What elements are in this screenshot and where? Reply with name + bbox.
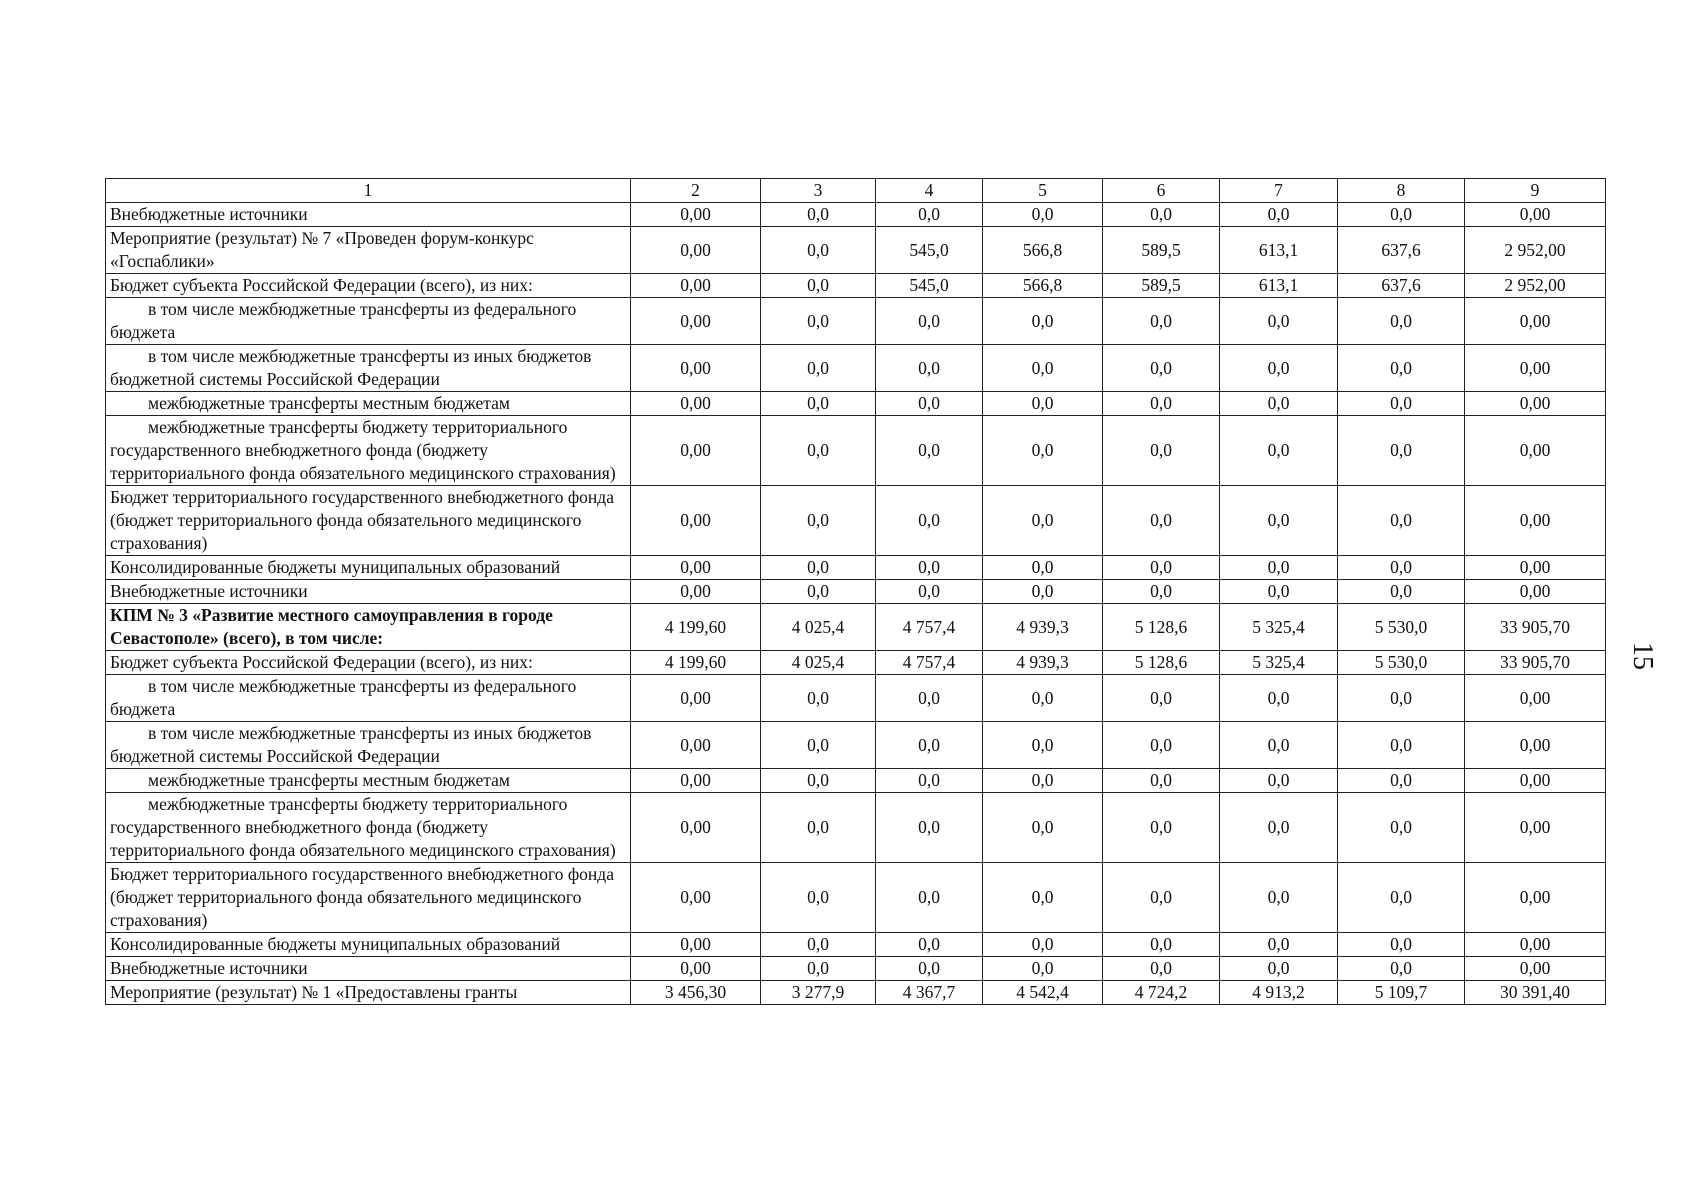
value-cell: 0,0	[876, 345, 983, 392]
value-cell: 0,0	[1103, 580, 1220, 604]
table-row	[106, 957, 1606, 981]
value-cell: 0,00	[631, 580, 761, 604]
row-label: Мероприятие (результат) № 1 «Предоставлены гранты	[106, 981, 631, 1005]
page-number: 15	[1627, 642, 1658, 670]
value-cell: 0,0	[983, 556, 1103, 580]
value-cell: 0,0	[1338, 203, 1465, 227]
value-cell: 545,0	[876, 274, 983, 298]
row-label: Бюджет территориального государственного внебюджетного фонда (бюджет территориального фонда обязательного медицинского страхования)	[106, 863, 631, 933]
value-cell: 0,0	[983, 769, 1103, 793]
table-row	[106, 227, 1606, 274]
value-cell: 5 325,4	[1220, 651, 1338, 675]
value-cell: 0,00	[1465, 203, 1606, 227]
value-cell: 0,0	[1338, 863, 1465, 933]
value-cell: 4 757,4	[876, 651, 983, 675]
value-cell: 0,0	[983, 203, 1103, 227]
value-cell: 0,0	[1220, 722, 1338, 769]
value-cell: 4 025,4	[761, 651, 876, 675]
row-label: в том числе межбюджетные трансферты из иных бюджетов бюджетной системы Российской Федерации	[106, 722, 631, 769]
table-row	[106, 675, 1606, 722]
value-cell: 0,00	[1465, 933, 1606, 957]
value-cell: 0,0	[983, 580, 1103, 604]
value-cell: 0,0	[1338, 392, 1465, 416]
value-cell: 0,0	[876, 793, 983, 863]
value-cell: 4 939,3	[983, 604, 1103, 651]
value-cell: 0,0	[1220, 556, 1338, 580]
value-cell: 0,0	[1103, 203, 1220, 227]
value-cell: 0,0	[761, 793, 876, 863]
column-header-3: 3	[761, 179, 876, 203]
row-label: в том числе межбюджетные трансферты из федерального бюджета	[106, 675, 631, 722]
table-row	[106, 722, 1606, 769]
value-cell: 5 325,4	[1220, 604, 1338, 651]
value-cell: 0,0	[876, 392, 983, 416]
value-cell: 0,0	[761, 957, 876, 981]
value-cell: 0,0	[1338, 769, 1465, 793]
value-cell: 0,00	[631, 863, 761, 933]
table-row	[106, 580, 1606, 604]
value-cell: 0,0	[1338, 580, 1465, 604]
row-label: Бюджет территориального государственного внебюджетного фонда (бюджет территориального фонда обязательного медицинского страхования)	[106, 486, 631, 556]
table-row	[106, 793, 1606, 863]
value-cell: 0,0	[876, 486, 983, 556]
value-cell: 0,00	[631, 227, 761, 274]
table-row	[106, 345, 1606, 392]
value-cell: 2 952,00	[1465, 227, 1606, 274]
value-cell: 0,00	[631, 675, 761, 722]
value-cell: 0,0	[983, 392, 1103, 416]
value-cell: 0,0	[761, 933, 876, 957]
value-cell: 5 109,7	[1338, 981, 1465, 1005]
column-header-7: 7	[1220, 179, 1338, 203]
value-cell: 5 530,0	[1338, 651, 1465, 675]
value-cell: 0,0	[1103, 416, 1220, 486]
value-cell: 4 199,60	[631, 604, 761, 651]
value-cell: 0,00	[631, 556, 761, 580]
value-cell: 0,0	[1220, 769, 1338, 793]
value-cell: 0,00	[631, 274, 761, 298]
value-cell: 0,0	[761, 274, 876, 298]
value-cell: 0,0	[761, 556, 876, 580]
value-cell: 4 757,4	[876, 604, 983, 651]
value-cell: 0,00	[1465, 957, 1606, 981]
row-label: Мероприятие (результат) № 7 «Проведен форум-конкурс «Госпаблики»	[106, 227, 631, 274]
row-label: Внебюджетные источники	[106, 203, 631, 227]
value-cell: 0,0	[1220, 793, 1338, 863]
column-header-4: 4	[876, 179, 983, 203]
value-cell: 0,0	[761, 486, 876, 556]
value-cell: 0,0	[1220, 863, 1338, 933]
row-label: КПМ № 3 «Развитие местного самоуправления в городе Севастополе» (всего), в том числе:	[106, 604, 631, 651]
value-cell: 0,0	[983, 675, 1103, 722]
value-cell: 613,1	[1220, 274, 1338, 298]
value-cell: 5 530,0	[1338, 604, 1465, 651]
value-cell: 0,0	[983, 957, 1103, 981]
value-cell: 0,0	[876, 957, 983, 981]
value-cell: 0,0	[1338, 416, 1465, 486]
value-cell: 0,0	[1338, 298, 1465, 345]
value-cell: 0,0	[1103, 769, 1220, 793]
value-cell: 0,0	[1103, 722, 1220, 769]
value-cell: 4 367,7	[876, 981, 983, 1005]
value-cell: 0,0	[1103, 793, 1220, 863]
value-cell: 0,00	[1465, 392, 1606, 416]
value-cell: 0,0	[983, 863, 1103, 933]
value-cell: 0,0	[876, 556, 983, 580]
value-cell: 0,0	[1220, 416, 1338, 486]
value-cell: 0,0	[761, 203, 876, 227]
value-cell: 0,0	[1338, 793, 1465, 863]
value-cell: 0,00	[631, 486, 761, 556]
row-label: Бюджет субъекта Российской Федерации (всего), из них:	[106, 274, 631, 298]
value-cell: 33 905,70	[1465, 651, 1606, 675]
table-row	[106, 863, 1606, 933]
value-cell: 5 128,6	[1103, 604, 1220, 651]
value-cell: 4 542,4	[983, 981, 1103, 1005]
value-cell: 0,0	[1338, 675, 1465, 722]
column-header-6: 6	[1103, 179, 1220, 203]
value-cell: 0,0	[876, 675, 983, 722]
value-cell: 0,0	[1103, 392, 1220, 416]
row-label: межбюджетные трансферты местным бюджетам	[106, 392, 631, 416]
value-cell: 637,6	[1338, 227, 1465, 274]
value-cell: 33 905,70	[1465, 604, 1606, 651]
table-row	[106, 298, 1606, 345]
value-cell: 4 199,60	[631, 651, 761, 675]
value-cell: 0,00	[1465, 675, 1606, 722]
table-row	[106, 651, 1606, 675]
value-cell: 0,0	[876, 580, 983, 604]
column-header-2: 2	[631, 179, 761, 203]
value-cell: 0,0	[876, 203, 983, 227]
value-cell: 0,00	[1465, 556, 1606, 580]
value-cell: 0,0	[1103, 933, 1220, 957]
value-cell: 0,0	[1103, 298, 1220, 345]
value-cell: 0,0	[761, 675, 876, 722]
value-cell: 0,0	[761, 416, 876, 486]
value-cell: 0,0	[983, 793, 1103, 863]
value-cell: 0,0	[983, 345, 1103, 392]
table-row	[106, 486, 1606, 556]
row-label: Внебюджетные источники	[106, 580, 631, 604]
row-label: Бюджет субъекта Российской Федерации (всего), из них:	[106, 651, 631, 675]
column-header-5: 5	[983, 179, 1103, 203]
row-label: межбюджетные трансферты бюджету территориального государственного внебюджетного фонда (бюджету территориального фонда обязательного медицинского страхования)	[106, 416, 631, 486]
value-cell: 0,0	[1220, 345, 1338, 392]
value-cell: 566,8	[983, 274, 1103, 298]
value-cell: 3 277,9	[761, 981, 876, 1005]
table-row	[106, 981, 1606, 1005]
table-body	[106, 203, 1606, 1005]
value-cell: 0,00	[1465, 863, 1606, 933]
value-cell: 0,0	[1338, 345, 1465, 392]
value-cell: 0,0	[1220, 392, 1338, 416]
value-cell: 0,0	[1220, 675, 1338, 722]
value-cell: 0,0	[876, 722, 983, 769]
value-cell: 0,0	[1220, 298, 1338, 345]
value-cell: 0,0	[876, 298, 983, 345]
value-cell: 0,0	[1103, 863, 1220, 933]
value-cell: 0,0	[761, 722, 876, 769]
value-cell: 0,0	[1220, 203, 1338, 227]
value-cell: 0,0	[1103, 345, 1220, 392]
value-cell: 0,00	[631, 933, 761, 957]
value-cell: 0,0	[1220, 580, 1338, 604]
value-cell: 4 724,2	[1103, 981, 1220, 1005]
value-cell: 0,0	[876, 863, 983, 933]
row-label: Консолидированные бюджеты муниципальных образований	[106, 556, 631, 580]
value-cell: 637,6	[1338, 274, 1465, 298]
value-cell: 0,0	[1220, 486, 1338, 556]
table-row	[106, 556, 1606, 580]
value-cell: 0,00	[1465, 769, 1606, 793]
value-cell: 4 913,2	[1220, 981, 1338, 1005]
value-cell: 613,1	[1220, 227, 1338, 274]
value-cell: 3 456,30	[631, 981, 761, 1005]
value-cell: 0,00	[631, 957, 761, 981]
table-row	[106, 933, 1606, 957]
value-cell: 0,0	[761, 580, 876, 604]
row-label: межбюджетные трансферты местным бюджетам	[106, 769, 631, 793]
row-label: Консолидированные бюджеты муниципальных образований	[106, 933, 631, 957]
value-cell: 0,00	[631, 392, 761, 416]
value-cell: 0,00	[631, 298, 761, 345]
value-cell: 0,0	[983, 933, 1103, 957]
value-cell: 0,00	[1465, 486, 1606, 556]
column-header-1: 1	[106, 179, 631, 203]
row-label: межбюджетные трансферты бюджету территориального государственного внебюджетного фонда (бюджету территориального фонда обязательного медицинского страхования)	[106, 793, 631, 863]
column-header-8: 8	[1338, 179, 1465, 203]
row-label: в том числе межбюджетные трансферты из иных бюджетов бюджетной системы Российской Федерации	[106, 345, 631, 392]
value-cell: 0,0	[1338, 556, 1465, 580]
value-cell: 5 128,6	[1103, 651, 1220, 675]
value-cell: 0,0	[983, 722, 1103, 769]
value-cell: 0,0	[761, 769, 876, 793]
value-cell: 0,00	[631, 793, 761, 863]
value-cell: 0,0	[1220, 957, 1338, 981]
table-row	[106, 274, 1606, 298]
value-cell: 0,00	[631, 203, 761, 227]
value-cell: 0,0	[983, 298, 1103, 345]
value-cell: 0,00	[1465, 345, 1606, 392]
value-cell: 0,00	[1465, 793, 1606, 863]
value-cell: 0,0	[1103, 675, 1220, 722]
row-label: Внебюджетные источники	[106, 957, 631, 981]
value-cell: 0,0	[1103, 486, 1220, 556]
value-cell: 4 025,4	[761, 604, 876, 651]
value-cell: 0,0	[761, 863, 876, 933]
value-cell: 0,00	[1465, 722, 1606, 769]
value-cell: 0,00	[631, 722, 761, 769]
value-cell: 0,00	[631, 416, 761, 486]
table-row	[106, 769, 1606, 793]
row-label: в том числе межбюджетные трансферты из федерального бюджета	[106, 298, 631, 345]
table-row	[106, 416, 1606, 486]
value-cell: 0,0	[761, 392, 876, 416]
column-header-9: 9	[1465, 179, 1606, 203]
value-cell: 2 952,00	[1465, 274, 1606, 298]
value-cell: 0,0	[876, 416, 983, 486]
value-cell: 0,00	[1465, 580, 1606, 604]
value-cell: 589,5	[1103, 274, 1220, 298]
value-cell: 4 939,3	[983, 651, 1103, 675]
table-header-row	[106, 179, 1606, 203]
value-cell: 0,0	[761, 345, 876, 392]
value-cell: 0,0	[1338, 722, 1465, 769]
table-row	[106, 203, 1606, 227]
value-cell: 0,0	[1338, 957, 1465, 981]
value-cell: 0,00	[1465, 416, 1606, 486]
value-cell: 0,0	[761, 227, 876, 274]
value-cell: 0,0	[1220, 933, 1338, 957]
value-cell: 0,0	[1338, 486, 1465, 556]
value-cell: 30 391,40	[1465, 981, 1606, 1005]
value-cell: 0,00	[1465, 298, 1606, 345]
value-cell: 545,0	[876, 227, 983, 274]
budget-table	[105, 178, 1606, 1005]
table-row	[106, 392, 1606, 416]
value-cell: 589,5	[1103, 227, 1220, 274]
table-row	[106, 604, 1606, 651]
value-cell: 0,0	[983, 416, 1103, 486]
value-cell: 0,0	[1103, 957, 1220, 981]
value-cell: 566,8	[983, 227, 1103, 274]
value-cell: 0,0	[876, 933, 983, 957]
value-cell: 0,00	[631, 345, 761, 392]
value-cell: 0,0	[1338, 933, 1465, 957]
value-cell: 0,0	[983, 486, 1103, 556]
value-cell: 0,0	[876, 769, 983, 793]
document-page	[105, 178, 1605, 1005]
value-cell: 0,00	[631, 769, 761, 793]
value-cell: 0,0	[1103, 556, 1220, 580]
value-cell: 0,0	[761, 298, 876, 345]
